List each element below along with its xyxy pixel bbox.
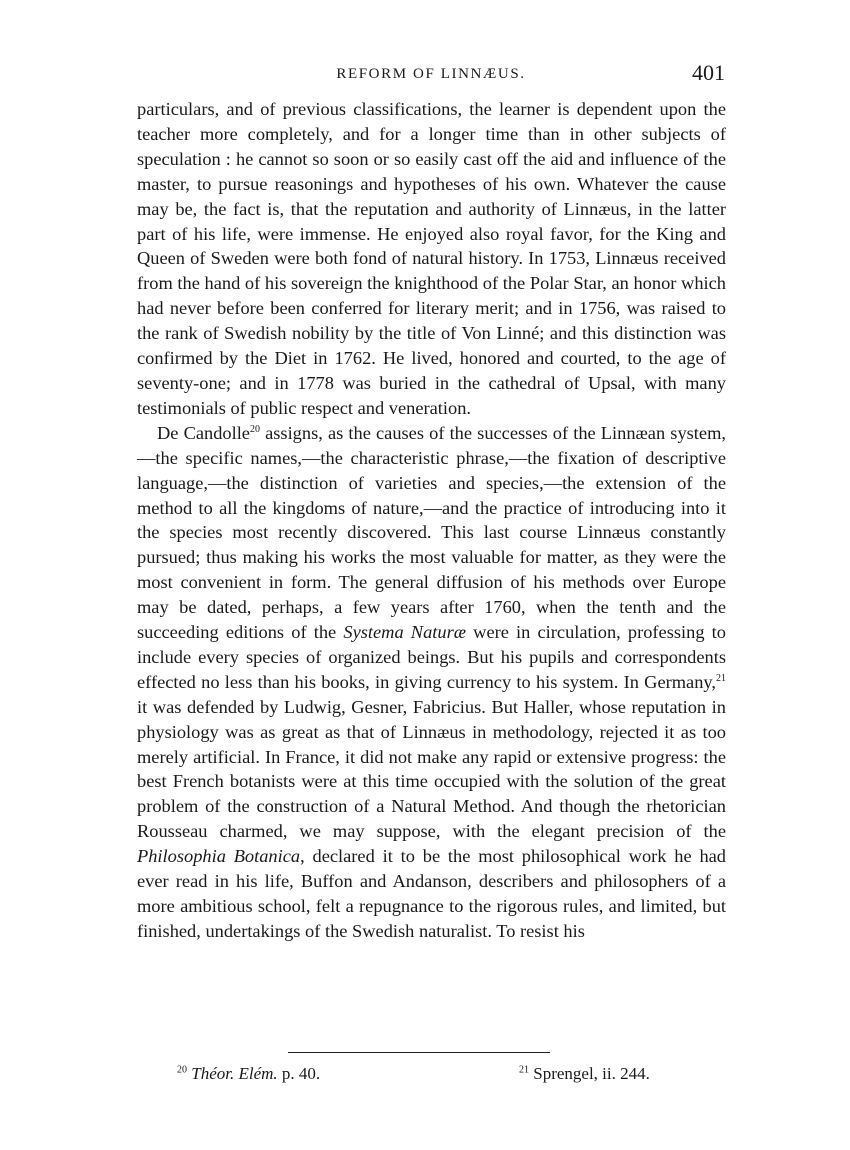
footnote-divider <box>288 1052 550 1053</box>
page-number: 401 <box>692 60 725 85</box>
paragraph-2-part-3: it was defended by Ludwig, Gesner, Fabricius. But Haller, whose reputation in physiology was as great as that of Linnæus in methodology, rejected it as too merely artificial. In France, it did not make any rapid or extensive progress: the best French botanists were at this time occupied with the solution of the great problem of the construction of a Natural Method. And though the rhetorician Rousseau charmed, we may suppose, with the elegant precision of the <box>137 696 726 842</box>
book-title-systema: Systema Naturæ <box>343 622 466 643</box>
footnotes <box>137 1060 726 1088</box>
paragraph-2-part-2: were in circulation, professing to include every species of organized beings. But his pupils and correspondents effected no less than his books, in giving currency to his system. In Germany, <box>137 622 726 692</box>
footnote-21-text: Sprengel, ii. 244. <box>529 1064 650 1083</box>
paragraph-2-part-1: assigns, as the causes of the successes of the Linnæan system,—the specific names,—the characteristic phrase,—the fixation of descriptive language,—the distinction of varieties and species,—the extension of the method to all the kingdoms of nature,—and the practice of introducing into it the species most recently discovered. This last course Linnæus constantly pursued; thus making his works the most valuable for matter, as they were the most convenient in form. The general diffusion of his methods over Europe may be dated, perhaps, a few years after 1760, when the tenth and the succeeding editions of the <box>137 422 726 643</box>
page-header <box>137 60 725 90</box>
body-text <box>137 97 726 944</box>
footnote-ref-20: 20 <box>249 423 260 435</box>
paragraph-2-lead: De Candolle <box>157 422 250 443</box>
footnote-20-title: Théor. Elém. <box>191 1064 278 1083</box>
paragraph-2 <box>137 421 726 944</box>
paragraph-2-part-4: , declared it to be the most philosophical work he had ever read in his life, Buffon and Andanson, describers and philosophers of a more ambitious school, felt a repugnance to the rigorous rules, and limited, but finished, undertakings of the Swedish naturalist. To resist his <box>137 846 727 941</box>
footnote-20 <box>177 1064 320 1084</box>
footnote-21 <box>519 1064 650 1084</box>
book-title-philosophia: Philosophia Botanica <box>137 846 301 867</box>
paragraph-1: particulars, and of previous classifications, the learner is dependent upon the teacher more completely, and for a longer time than in other subjects of speculation : he cannot so soon or so easily cast off the aid and influence of the master, to pursue reasonings and hypotheses of his own. Whatever the cause may be, the fact is, that the reputation and authority of Linnæus, in the latter part of his life, were immense. He enjoyed also royal favor, for the King and Queen of Sweden were both fond of natural history. In 1753, Linnæus received from the hand of his sovereign the knighthood of the Polar Star, an honor which had never before been conferred for literary merit; and in 1756, was raised to the rank of Swedish nobility by the title of Von Linné; and this distinction was confirmed by the Diet in 1762. He lived, honored and courted, to the age of seventy-one; and in 1778 was buried in the cathedral of Upsal, with many testimonials of public respect and veneration. <box>137 99 726 418</box>
running-title: REFORM OF LINNÆUS. <box>336 66 526 82</box>
footnote-21-number: 21 <box>519 1064 529 1076</box>
footnote-ref-21: 21 <box>716 672 726 684</box>
footnote-20-page: p. 40. <box>277 1064 321 1083</box>
footnote-20-number: 20 <box>177 1064 187 1076</box>
